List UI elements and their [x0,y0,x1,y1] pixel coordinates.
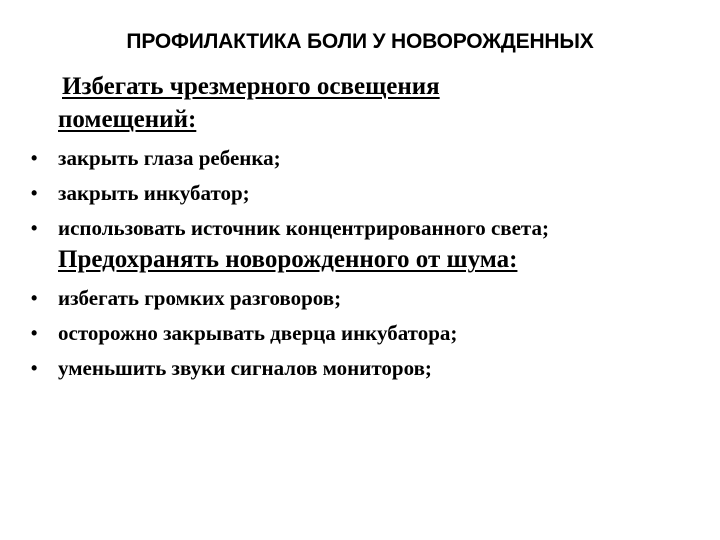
section-heading-noise: Предохранять новорожденного от шума: [58,246,518,273]
bullet-icon: • [31,148,38,168]
list-item [28,145,698,171]
list-item-text: закрыть глаза ребенка; [58,146,281,170]
list-item-text: избегать громких разговоров; [58,286,342,310]
noise-list [28,285,698,381]
list-item-text: осторожно закрывать дверца инкубатора; [58,321,458,345]
list-item-text: уменьшить звуки сигналов мониторов; [58,356,432,380]
bullet-icon: • [31,358,38,378]
bullet-icon: • [31,323,38,343]
section-heading-lighting [28,70,698,136]
list-item [28,320,698,346]
bullet-icon: • [31,218,38,238]
list-item [28,285,698,311]
section-heading-lighting-line1: Избегать чрезмерного освещения [62,73,440,100]
lighting-list [28,145,698,241]
bullet-icon: • [31,288,38,308]
section-heading-lighting-line2: помещений: [58,106,197,133]
slide-title: ПРОФИЛАКТИКА БОЛИ У НОВОРОЖДЕННЫХ [126,30,594,53]
list-item [28,355,698,381]
slide-content [28,70,698,381]
bullet-icon: • [31,183,38,203]
list-item-text: использовать источник концентрированного света; [58,216,549,240]
list-item [28,180,698,206]
list-item [28,215,698,241]
list-item-text: закрыть инкубатор; [58,181,250,205]
